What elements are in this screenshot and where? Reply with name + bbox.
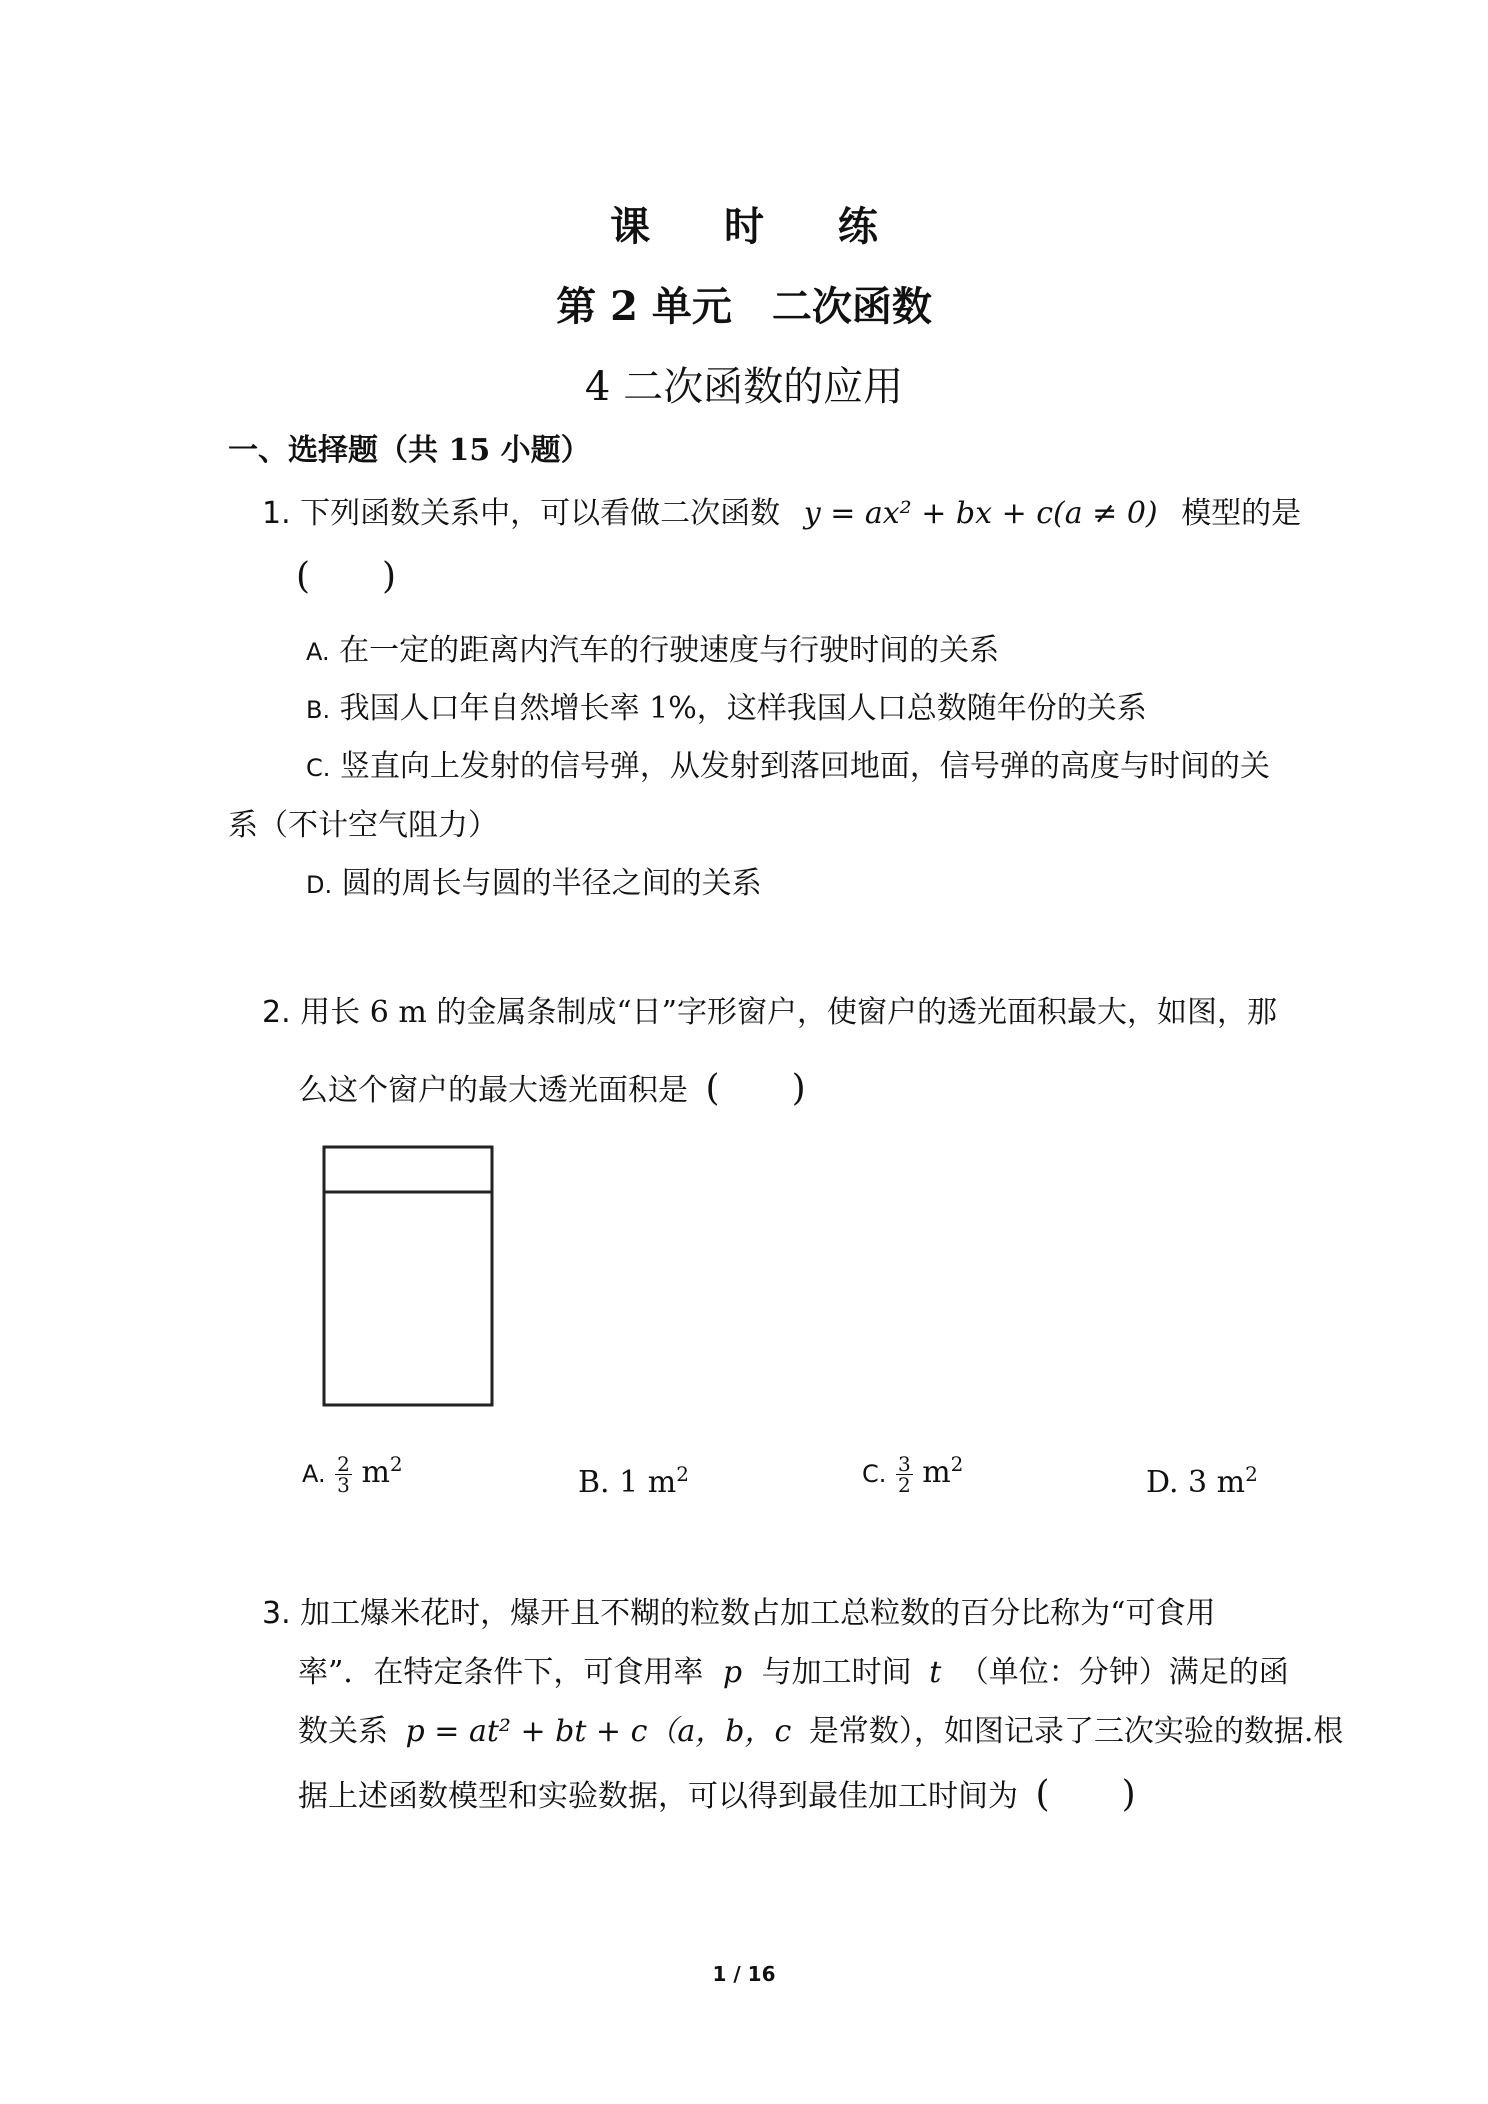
question-3-line3 (298, 1706, 1343, 1750)
option-label: A. (302, 1460, 326, 1488)
question-3 (262, 1588, 1216, 1632)
option-text: 在一定的距离内汽车的行驶速度与行驶时间的关系 (339, 633, 1000, 668)
option-label: C. (862, 1460, 887, 1488)
answer-blank: ( ) (705, 1068, 806, 1109)
option-text: B. 1 m (578, 1465, 677, 1500)
question-text: 数关系 (298, 1714, 388, 1749)
question-2-line2 (298, 1060, 806, 1111)
option-c-continued: 系（不计空气阻力） (228, 808, 498, 843)
page-number: 1 / 16 (712, 1962, 776, 1986)
option-d (306, 858, 762, 902)
question-text: 用长 6 m 的金属条制成“日”字形窗户，使窗户的透光面积最大，如图，那 (300, 995, 1277, 1030)
question-3-line4 (298, 1766, 1136, 1817)
denominator: 2 (897, 1472, 911, 1497)
option-label: C. (306, 754, 331, 782)
option-text: 圆的周长与圆的半径之间的关系 (341, 866, 762, 901)
variable-t: t (929, 1655, 942, 1690)
option-text: 竖直向上发射的信号弹，从发射到落回地面，信号弹的高度与时间的关 (339, 749, 1270, 784)
unit-title: 第 2 单元 二次函数 (556, 283, 932, 330)
formula: p = at² + bt + c（a，b，c (405, 1714, 792, 1749)
question-number: 1. (262, 496, 291, 531)
window-figure (300, 1125, 510, 1425)
question-number: 3. (262, 1596, 291, 1631)
question-text: 率”．在特定条件下，可食用率 (298, 1655, 704, 1690)
numerator: 2 (337, 1451, 350, 1476)
question-2 (262, 987, 1277, 1031)
unit: m (361, 1455, 390, 1490)
option-label: D. (306, 871, 333, 899)
question-text: 么这个窗户的最大透光面积是 (298, 1073, 688, 1108)
question-text: 加工爆米花时，爆开且不糊的粒数占加工总粒数的百分比称为“可食用 (300, 1596, 1216, 1631)
question-text: 与加工时间 (761, 1655, 912, 1690)
window-frame (324, 1147, 492, 1405)
denominator: 3 (337, 1472, 350, 1497)
answer-blank: ( ) (1035, 1774, 1136, 1815)
question-text: 模型的是 (1181, 496, 1302, 531)
option-b (578, 1462, 689, 1500)
exponent: 2 (389, 1452, 403, 1476)
question-1 (262, 488, 1301, 532)
formula: y = ax² + bx + c(a ≠ 0) (803, 496, 1158, 531)
question-text: 是常数），如图记录了三次实验的数据.根 (808, 1714, 1344, 1749)
option-c (862, 1452, 963, 1495)
unit: m (922, 1455, 951, 1490)
exponent: 2 (676, 1462, 689, 1486)
section-heading: 一、选择题（共 15 小题） (228, 433, 591, 468)
question-text: 下列函数关系中，可以看做二次函数 (300, 496, 781, 531)
option-text: 我国人口年自然增长率 1%，这样我国人口总数随年份的关系 (339, 691, 1147, 726)
option-label: A. (306, 638, 330, 666)
option-text: D. 3 m (1146, 1465, 1246, 1500)
question-number: 2. (262, 995, 291, 1030)
option-d (1146, 1462, 1258, 1500)
fraction (335, 1451, 352, 1497)
exponent: 2 (1245, 1462, 1258, 1486)
answer-blank: ( ) (296, 556, 397, 597)
lesson-title: 4 二次函数的应用 (584, 364, 904, 410)
doc-title: 课 时 练 (610, 203, 908, 250)
question-text: 据上述函数模型和实验数据，可以得到最佳加工时间为 (298, 1779, 1018, 1814)
option-label: B. (306, 696, 331, 724)
option-b (306, 683, 1147, 727)
numerator: 3 (897, 1451, 911, 1476)
option-c (306, 741, 1270, 785)
variable-p: p (722, 1655, 743, 1690)
question-3-line2 (298, 1647, 1289, 1691)
option-a (306, 625, 999, 669)
fraction (896, 1451, 913, 1497)
question-text: （单位：分钟）满足的函 (958, 1655, 1289, 1690)
exponent: 2 (950, 1452, 964, 1476)
option-a (302, 1452, 403, 1495)
